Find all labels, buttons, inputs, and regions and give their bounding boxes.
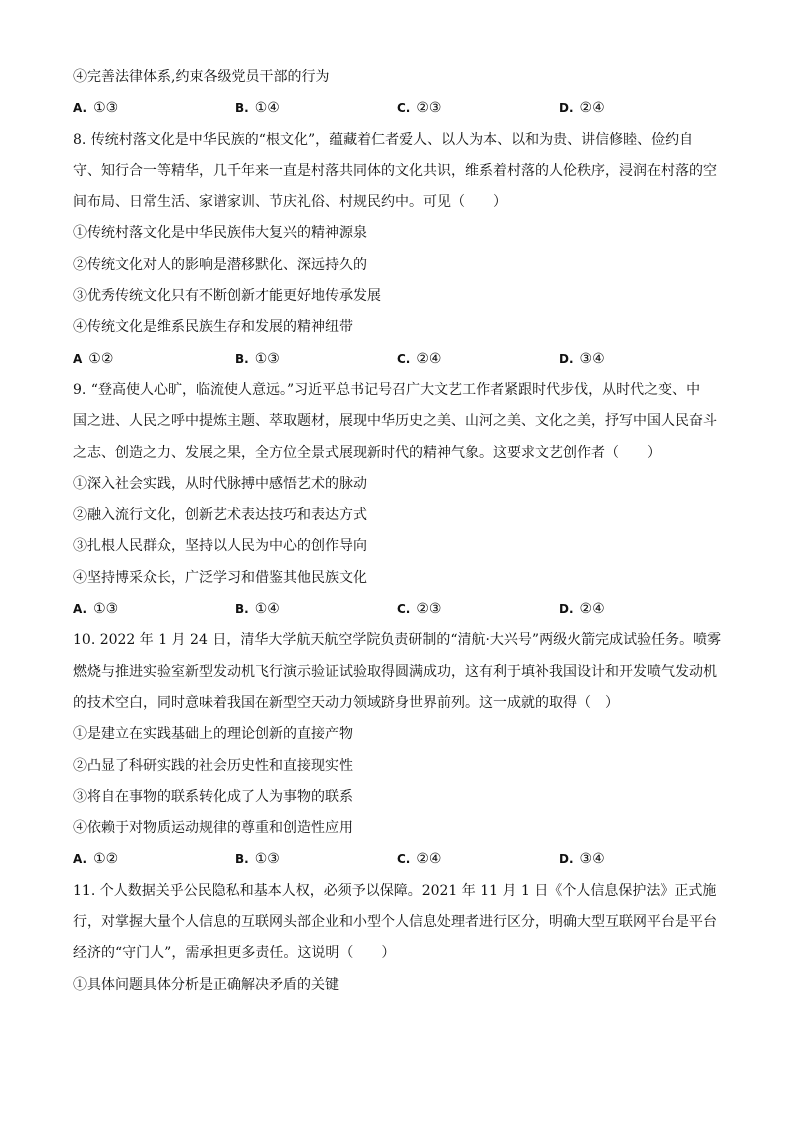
q8-option-a: A ①② [73,350,114,367]
q8-stem-line: 8. 传统村落文化是中华民族的“根文化”，蕴藏着仁者爱人、以人为本、以和为贵、讲信修睦、俭约自 [73,131,694,148]
question-9 [73,375,723,625]
q7-option-a: A. ①③ [73,100,119,117]
q10-option-d: D. ③④ [559,851,605,868]
q7-item-4: ④完善法律体系,约束各级党员干部的行为 [73,69,330,85]
question-11 [73,876,723,1001]
q11-stem-line: 11. 个人数据关乎公民隐私和基本人权，必须予以保障。2021 年 11 月 1 日《个人信息保护法》正式施 [73,882,717,899]
q11-stem-line: 行，对掌握大量个人信息的互联网头部企业和小型个人信息处理者进行区分，明确大型互联网平台是平台 [73,914,717,931]
q7-option-c: C. ②③ [397,100,442,117]
q10-item-3: ③将自在事物的联系转化成了人为事物的联系 [73,788,353,805]
q8-option-b: B. ①③ [235,350,280,367]
q8-item-3: ③优秀传统文化只有不断创新才能更好地传承发展 [73,288,381,305]
q8-item-4: ④传统文化是维系民族生存和发展的精神纽带 [73,319,353,336]
q9-stem-line: 国之进、人民之呼中提炼主题、萃取题材，展现中华历史之美、山河之美、文化之美，抒写中国人民奋斗 [73,413,717,430]
q9-stem-line: 之志、创造之力、发展之果，全方位全景式展现新时代的精神气象。这要求文艺创作者（ ） [73,444,661,461]
q9-item-3: ③扎根人民群众，坚持以人民为中心的创作导向 [73,538,367,555]
question-8 [73,125,723,375]
q8-stem-line: 间布局、日常生活、家谱家训、节庆礼俗、村规民约中。可见（ ） [73,194,507,211]
q11-stem-line: 经济的“守门人”，需承担更多责任。这说明（ ） [73,945,396,962]
q10-option-c: C. ②④ [397,851,442,868]
q10-item-2: ②凸显了科研实践的社会历史性和直接现实性 [73,757,353,774]
q8-options [73,344,723,375]
q10-options [73,844,723,875]
q10-item-4: ④依赖于对物质运动规律的尊重和创造性应用 [73,820,353,837]
q10-stem-line: 的技术空白，同时意味着我国在新型空天动力领域跻身世界前列。这一成就的取得（ ） [73,694,619,711]
q9-item-1: ①深入社会实践，从时代脉搏中感悟艺术的脉动 [73,475,367,492]
q9-option-b: B. ①④ [235,601,280,618]
q8-stem-line: 守、知行合一等精华，几千年来一直是村落共同体的文化共识，维系着村落的人伦秩序，浸润在村落的空 [73,162,717,179]
q9-option-d: D. ②④ [559,601,605,618]
q8-option-c: C. ②④ [397,350,442,367]
q7-options [73,93,723,124]
q9-option-c: C. ②③ [397,601,442,618]
q8-item-2: ②传统文化对人的影响是潜移默化、深远持久的 [73,256,367,273]
q9-stem-line: 9. “登高使人心旷，临流使人意远。”习近平总书记号召广大文艺工作者紧跟时代步伐，从时代之变、中 [73,381,701,398]
q8-option-d: D. ③④ [559,350,605,367]
q9-option-a: A. ①③ [73,601,119,618]
q10-option-b: B. ①③ [235,851,280,868]
q7-option-b: B. ①④ [235,100,280,117]
q10-stem-line: 燃烧与推进实验室新型发动机飞行演示验证试验取得圆满成功，这有利于填补我国设计和开发喷气发动机 [73,663,717,680]
exam-page [73,62,723,1001]
question-10 [73,625,723,875]
q9-options [73,594,723,625]
q10-item-1: ①是建立在实践基础上的理论创新的直接产物 [73,726,353,743]
q10-stem-line: 10. 2022 年 1 月 24 日，清华大学航天航空学院负责研制的“清航·大兴号”两级火箭完成试验任务。喷雾 [73,632,722,649]
q9-item-2: ②融入流行文化，创新艺术表达技巧和表达方式 [73,507,367,524]
question-7 [73,62,723,125]
q11-item-1: ①具体问题具体分析是正确解决矛盾的关键 [73,976,339,993]
q7-option-d: D. ②④ [559,100,605,117]
q10-option-a: A. ①② [73,851,119,868]
q8-item-1: ①传统村落文化是中华民族伟大复兴的精神源泉 [73,225,367,242]
q9-item-4: ④坚持博采众长，广泛学习和借鉴其他民族文化 [73,569,367,586]
